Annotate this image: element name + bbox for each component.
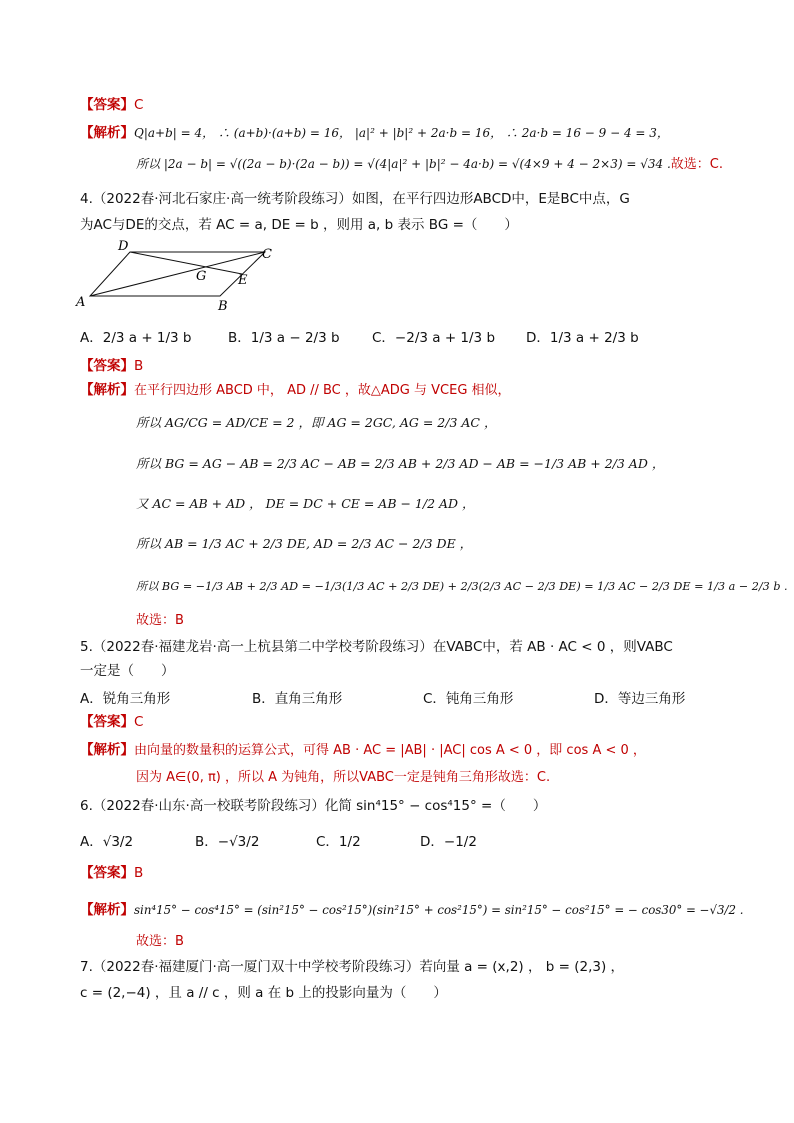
- q6-answer-row: [80, 864, 143, 883]
- q6-stem: 6.（2022春·山东·高一校联考阶段练习）化简 sin⁴15° − cos⁴15° =（ ）: [80, 798, 547, 814]
- q6-option-a: A．√3/2: [80, 834, 134, 850]
- q3-answer-row: [80, 96, 143, 115]
- analysis-label: 【解析】: [80, 902, 134, 918]
- q5-stem-line2: 一定是（ ）: [80, 663, 175, 679]
- label-c: C: [262, 247, 272, 262]
- q4-answer: B: [134, 358, 144, 374]
- q7-stem-line2: c = (2,−4) ，且 a // c ，则 a 在 b 上的投影向量为（ ）: [80, 985, 447, 1001]
- label-b: B: [218, 299, 228, 314]
- q4-analysis-line5: 所以 AB = 1/3 AC + 2/3 DE, AD = 2/3 AC − 2/3 DE ，: [136, 536, 473, 551]
- q6-option-b: B．−√3/2: [195, 834, 260, 850]
- q4-answer-row: [80, 357, 143, 376]
- q4-option-a: A．2/3 a + 1/3 b: [80, 330, 192, 346]
- answer-label: 【答案】: [80, 714, 134, 730]
- answer-label: 【答案】: [80, 358, 134, 374]
- q4-analysis-line2: 所以 AG/CG = AD/CE = 2 ，即 AG = 2GC, AG = 2/3 AC ，: [136, 415, 497, 430]
- q4-option-d: D．1/3 a + 2/3 b: [526, 330, 639, 346]
- q6-analysis-row: [80, 901, 744, 920]
- q5-stem-line1: 5.（2022春·福建龙岩·高一上杭县第二中学校考阶段练习）在VABC中，若 AB · AC < 0 ，则VABC: [80, 639, 673, 655]
- q6-answer: B: [134, 865, 144, 881]
- answer-label: 【答案】: [80, 865, 134, 881]
- label-g: G: [196, 269, 207, 284]
- q5-answer: C: [134, 714, 144, 730]
- q3-analysis-line2-row: [136, 155, 723, 174]
- analysis-label: 【解析】: [80, 742, 134, 758]
- q4-analysis-line4: 又 AC = AB + AD ， DE = DC + CE = AB − 1/2 AD ，: [136, 496, 475, 511]
- q5-analysis-line2: 因为 A∈(0, π) ，所以 A 为钝角，所以VABC一定是钝角三角形: [136, 770, 498, 785]
- q4-option-b: B．1/3 a − 2/3 b: [228, 330, 340, 346]
- q3-analysis-line2: 所以 |2a − b| = √((2a − b)·(2a − b)) = √(4|a|² + |b|² − 4a·b) = √(4×9 + 4 − 2×3) = √34 .: [136, 157, 671, 171]
- segment-de: [130, 252, 242, 274]
- label-e: E: [238, 273, 248, 288]
- q3-analysis-line1: Q|a+b| = 4， ∴ (a+b)·(a+b) = 16， |a|² + |b|² + 2a·b = 16， ∴ 2a·b = 16 − 9 − 4 = 3，: [134, 126, 669, 140]
- q4-choose: 故选：B: [136, 613, 184, 628]
- analysis-label: 【解析】: [80, 125, 134, 141]
- q5-option-b: B．直角三角形: [252, 691, 343, 707]
- analysis-label: 【解析】: [80, 382, 134, 398]
- answer-label: 【答案】: [80, 97, 134, 113]
- q4-analysis-line6: 所以 BG = −1/3 AB + 2/3 AD = −1/3(1/3 AC + 2/3 DE) + 2/3(2/3 AC − 2/3 DE) = 1/3 AC − 2/3 DE = 1/3 a − 2/3 b .: [136, 580, 788, 593]
- parallelogram-figure: [70, 236, 290, 316]
- q7-stem-line1: 7.（2022春·福建厦门·高一厦门双十中学校考阶段练习）若向量 a = (x,2) ， b = (2,3) ，: [80, 959, 625, 975]
- q5-analysis-line1: 由向量的数量积的运算公式，可得 AB · AC = |AB| · |AC| cos A < 0 ，即 cos A < 0 ，: [134, 743, 646, 758]
- q4-analysis-row: [80, 381, 511, 400]
- q5-analysis-row: [80, 741, 646, 760]
- q4-analysis-line3: 所以 BG = AG − AB = 2/3 AC − AB = 2/3 AB + 2/3 AD − AB = −1/3 AB + 2/3 AD ，: [136, 456, 665, 471]
- q6-choose: 故选：B: [136, 934, 184, 949]
- q3-analysis-row: [80, 124, 669, 143]
- q4-stem-line2: 为AC与DE的交点，若 AC = a, DE = b ，则用 a, b 表示 BG =（ ）: [80, 217, 518, 233]
- label-d: D: [118, 239, 129, 254]
- q4-stem-line1: 4.（2022春·河北石家庄·高一统考阶段练习）如图，在平行四边形ABCD中，E是BC中点，G: [80, 191, 630, 207]
- q5-analysis-line2-row: [136, 769, 550, 787]
- q6-option-c: C．1/2: [316, 834, 361, 850]
- q4-analysis-line1: 在平行四边形 ABCD 中， AD // BC ，故△ADG 与 VCEG 相似，: [134, 383, 511, 398]
- label-a: A: [76, 295, 86, 310]
- q6-option-d: D．−1/2: [420, 834, 477, 850]
- q5-answer-row: [80, 713, 143, 732]
- q6-analysis: sin⁴15° − cos⁴15° = (sin²15° − cos²15°)(sin²15° + cos²15°) = sin²15° − cos²15° = − cos30° = −√3/2 .: [134, 903, 744, 917]
- q5-option-c: C．钝角三角形: [423, 691, 514, 707]
- q5-option-a: A．锐角三角形: [80, 691, 171, 707]
- q5-option-d: D．等边三角形: [594, 691, 686, 707]
- q5-choose: 故选：C.: [497, 770, 551, 785]
- q4-option-c: C．−2/3 a + 1/3 b: [372, 330, 496, 346]
- q3-choose: 故选：C.: [670, 157, 723, 172]
- q3-answer: C: [134, 97, 144, 113]
